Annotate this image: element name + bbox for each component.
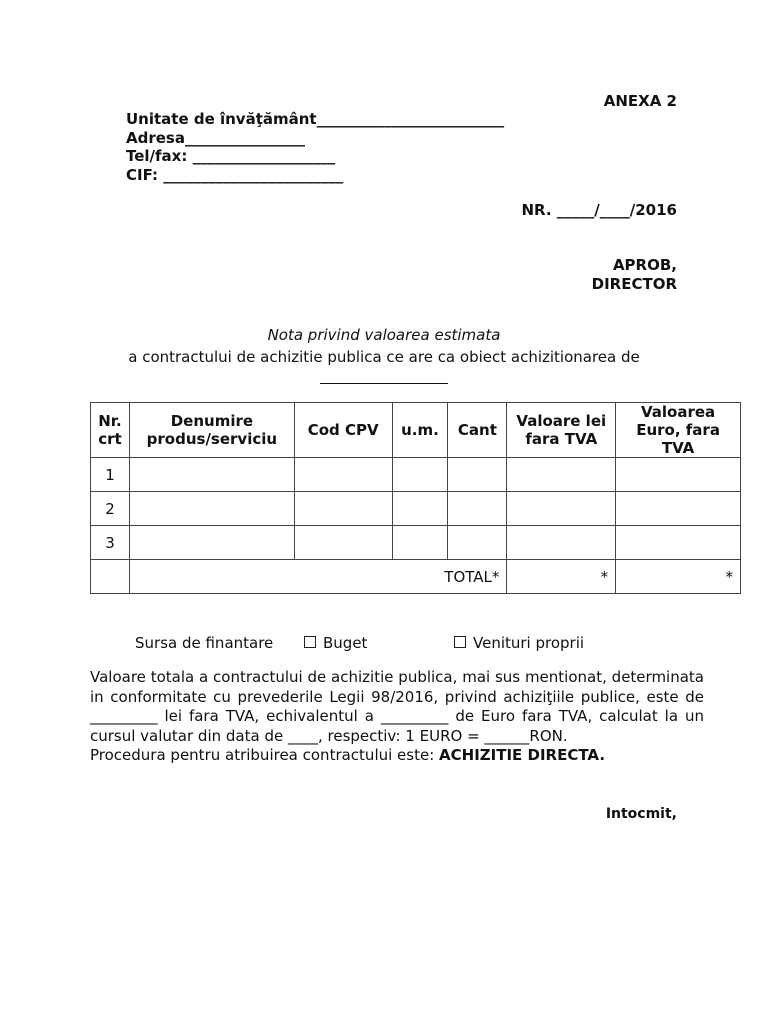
- total-lei: *: [507, 560, 616, 594]
- address-field: Adresa________________: [126, 128, 305, 147]
- contract-value-text: Valoare totala a contractului de achizitie publica, mai sus mentionat, determinata in conformitate cu prevederile Legii 98/2016, privind achiziţiile publice, este de _________ lei fara TVA, echivalentul a _________ de Euro fara TVA, calculat la un cursul valutar din data de ____, respectiv: 1 EURO = ______RON.: [90, 668, 704, 745]
- approval-role: DIRECTOR: [591, 275, 677, 293]
- cif-field: CIF: ________________________: [126, 165, 344, 184]
- cell-um[interactable]: [392, 492, 448, 526]
- checkbox-budget[interactable]: [304, 636, 316, 648]
- row-number: 2: [91, 492, 130, 526]
- items-table: [90, 402, 741, 594]
- cell-lei[interactable]: [507, 458, 616, 492]
- table-row: [91, 458, 741, 492]
- procedure-value: ACHIZITIE DIRECTA.: [439, 746, 606, 764]
- row-number: 3: [91, 526, 130, 560]
- annex-label: ANEXA 2: [603, 92, 677, 110]
- col-um-header: u.m.: [392, 403, 448, 458]
- cell-qty[interactable]: [448, 492, 507, 526]
- approval-block: [592, 256, 677, 294]
- table-row: [91, 492, 741, 526]
- funding-option-budget[interactable]: [304, 634, 367, 652]
- document-number: NR. _____/____/2016: [521, 201, 677, 219]
- table-row: [91, 526, 741, 560]
- procedure-prefix: Procedura pentru atribuirea contractului este:: [90, 746, 440, 764]
- total-empty-cell: [91, 560, 130, 594]
- col-lei-header: Valoare lei fara TVA: [507, 403, 616, 458]
- procedure-line: [90, 746, 704, 766]
- cell-cpv[interactable]: [294, 526, 392, 560]
- cell-lei[interactable]: [507, 492, 616, 526]
- cell-qty[interactable]: [448, 458, 507, 492]
- col-qty-header: Cant: [448, 403, 507, 458]
- cell-cpv[interactable]: [294, 492, 392, 526]
- col-nr-header: Nr. crt: [91, 403, 130, 458]
- funding-option-budget-label: Buget: [323, 634, 368, 652]
- institution-header: [126, 110, 504, 184]
- col-name-header: Denumire produs/serviciu: [129, 403, 294, 458]
- total-row: [91, 560, 741, 594]
- prepared-by-label: Intocmit,: [605, 806, 677, 822]
- contract-value-paragraph: [90, 668, 704, 766]
- total-label: TOTAL*: [129, 560, 506, 594]
- table-header-row: [91, 403, 741, 458]
- cell-cpv[interactable]: [294, 458, 392, 492]
- col-cpv-header: Cod CPV: [294, 403, 392, 458]
- object-blank-line: [320, 371, 448, 384]
- note-heading: [0, 324, 768, 390]
- note-title: Nota privind valoarea estimata: [267, 326, 501, 344]
- cell-um[interactable]: [392, 526, 448, 560]
- cell-lei[interactable]: [507, 526, 616, 560]
- cell-euro[interactable]: [616, 526, 741, 560]
- total-euro: *: [616, 560, 741, 594]
- cell-um[interactable]: [392, 458, 448, 492]
- funding-option-own-label: Venituri proprii: [473, 634, 585, 652]
- cell-name[interactable]: [129, 492, 294, 526]
- cell-name[interactable]: [129, 526, 294, 560]
- approval-line: APROB,: [612, 256, 677, 274]
- telfax-field: Tel/fax: ___________________: [126, 147, 336, 165]
- cell-qty[interactable]: [448, 526, 507, 560]
- cell-euro[interactable]: [616, 492, 741, 526]
- cell-name[interactable]: [129, 458, 294, 492]
- funding-option-own[interactable]: [454, 634, 584, 652]
- unit-field: Unitate de învăţământ_________________________: [126, 110, 505, 128]
- checkbox-own-revenue[interactable]: [454, 636, 466, 648]
- row-number: 1: [91, 458, 130, 492]
- note-subtitle: a contractului de achizitie publica ce are ca obiect achizitionarea de: [128, 348, 640, 366]
- funding-label: Sursa de finantare: [135, 634, 274, 652]
- col-euro-header: Valoarea Euro, fara TVA: [616, 403, 741, 458]
- cell-euro[interactable]: [616, 458, 741, 492]
